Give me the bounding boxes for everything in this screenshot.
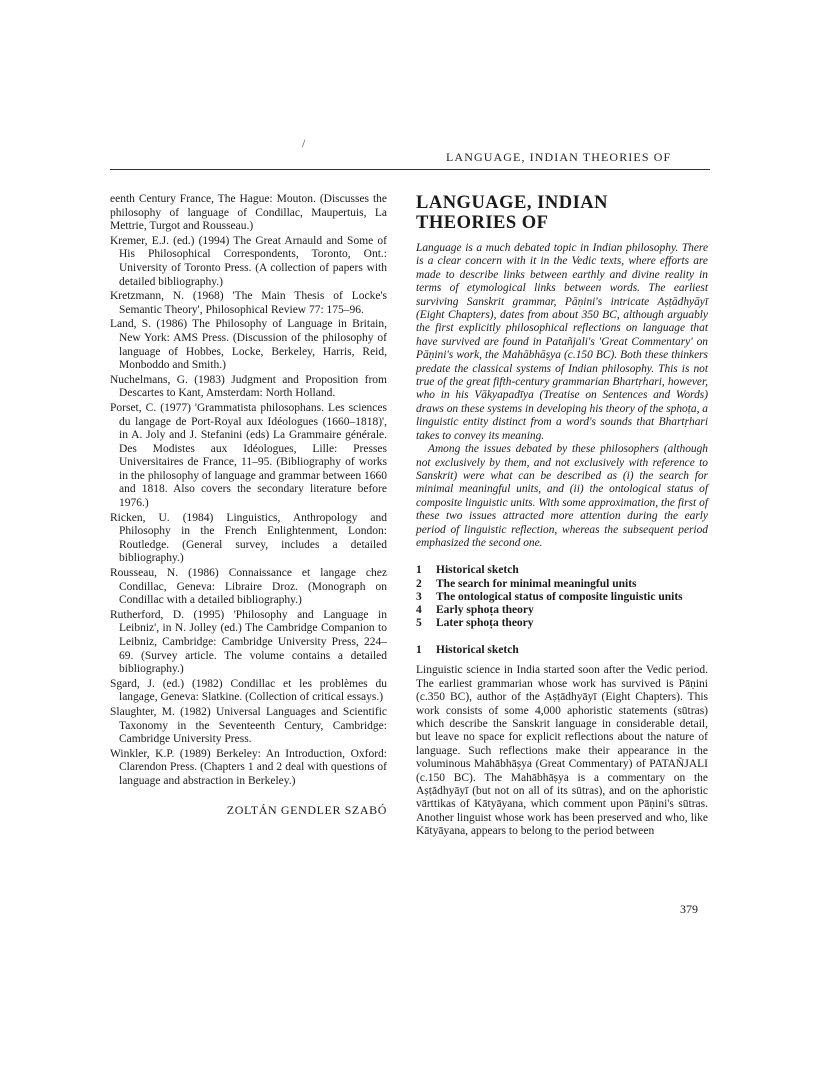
scan-mark: / (302, 136, 306, 150)
toc-item (416, 591, 708, 604)
toc-label: Later sphoṭa theory (436, 617, 534, 630)
toc-number: 5 (416, 617, 422, 630)
reference-entry: Winkler, K.P. (1989) Berkeley: An Introduction, Oxford: Clarendon Press. (Chapters 1 and 2 deal with questions of language and abstraction in Berkeley.) (110, 747, 387, 787)
section-title: Historical sketch (436, 644, 519, 657)
toc-item (416, 578, 708, 591)
reference-entry: Land, S. (1986) The Philosophy of Language in Britain, New York: AMS Press. (Discussion of the philosophy of language of Hobbes, Locke, Berkeley, Harris, Reid, Monboddo and Smith.) (110, 318, 387, 372)
reference-entry: Sgard, J. (ed.) (1982) Condillac et les problèmes du langage, Geneva: Slatkine. (Collection of critical essays.) (110, 677, 387, 704)
header-rule (110, 169, 710, 170)
abstract (416, 242, 708, 550)
toc-item (416, 604, 708, 617)
references-column (110, 193, 387, 818)
author-signature: ZOLTÁN GENDLER SZABÓ (226, 802, 387, 817)
toc-label: The ontological status of composite linguistic units (436, 590, 683, 603)
reference-entry: Ricken, U. (1984) Linguistics, Anthropology and Philosophy in the French Enlightenment, London: Routledge. (General survey, includes a detailed bibliography.) (110, 511, 387, 565)
reference-entry: Nuchelmans, G. (1983) Judgment and Proposition from Descartes to Kant, Amsterdam: North Holland. (110, 373, 387, 400)
abstract-paragraph: Among the issues debated by these philosophers (although not exclusively by them, and not exclusively with reference to Sanskrit) were what can be described as (i) the search for minimal meaningful units, and (ii) the ontological status of composite linguistic units. With some approximation, the first of these two issues attracted more attention during the early period of linguistic reflection, whereas the subsequent period emphasized the second one. (416, 443, 708, 549)
toc-label: The search for minimal meaningful units (436, 577, 637, 590)
toc-item (416, 617, 708, 630)
toc-number: 3 (416, 590, 422, 603)
entry-title-line2: THEORIES OF (416, 213, 549, 233)
entry-column (416, 193, 708, 839)
section-heading (416, 644, 708, 656)
reference-entry: Slaughter, M. (1982) Universal Languages and Scientific Taxonomy in the Seventeenth Century, Cambridge: Cambridge University Press. (110, 705, 387, 746)
reference-entry: Kremer, E.J. (ed.) (1994) The Great Arnauld and Some of His Philosophical Correspondents, Toronto, Ont.: University of Toronto Press. (A collection of papers with detailed bibliography.) (110, 234, 387, 288)
toc-number: 1 (416, 564, 422, 577)
section-body: Linguistic science in India started soon after the Vedic period. The earliest grammarian whose work has survived is Pāṇini (c.350 BC), author of the Aṣṭādhyāyī (Eight Chapters). This work consists of some 4,000 aphoristic statements (sūtras) which describe the Sanskrit language in considerable detail, but leave no space for explicit reflections about the nature of language. Such reflections make their appearance in the voluminous Mahābhāṣya (Great Commentary) of PATAÑJALI (c.150 BC). The Mahābhāṣya is a commentary on the Aṣṭādhyāyī (but not on all of its sūtras), and on the aphoristic vārttikas of Kātyāyana, which comment upon Pāṇini's sūtras. Another linguist whose work has been preserved and who, like Kātyāyana, appears to belong to the period between (416, 664, 708, 838)
running-head: LANGUAGE, INDIAN THEORIES OF (446, 150, 672, 164)
reference-entry: eenth Century France, The Hague: Mouton. (Discusses the philosophy of language of Condillac, Maupertuis, La Mettrie, Turgot and Rousseau.) (110, 193, 387, 233)
reference-entry: Porset, C. (1977) 'Grammatista philosophans. Les sciences du langage de Port-Royal aux Idéologues (1660–1818)', in A. Joly and J. Stefanini (eds) La Grammaire générale. Des Modistes aux Idéologues, Lille: Presses Universitaires de France, 11–95. (Bibliography of works in the philosophy of language and grammar between 1660 and 1818. Also covers the secondary literature before 1976.) (110, 401, 387, 510)
reference-entry: Rousseau, N. (1986) Connaissance et langage chez Condillac, Geneva: Libraire Droz. (Monograph on Condillac with a detailed bibliography.) (110, 567, 387, 607)
entry-title (416, 193, 708, 233)
toc-number: 4 (416, 603, 422, 616)
section-number: 1 (416, 644, 422, 657)
entry-title-line1: LANGUAGE, INDIAN (416, 193, 608, 213)
reference-entry: Rutherford, D. (1995) 'Philosophy and Language in Leibniz', in N. Jolley (ed.) The Cambridge Companion to Leibniz, Cambridge: Cambridge University Press, 224–69. (Survey article. The volume contains a detailed bibliography.) (110, 608, 387, 676)
toc-label: Historical sketch (436, 564, 519, 577)
toc-item (416, 564, 708, 577)
toc-label: Early sphoṭa theory (436, 603, 534, 616)
page-number: 379 (680, 902, 698, 916)
toc-number: 2 (416, 577, 422, 590)
table-of-contents (416, 564, 708, 630)
abstract-paragraph: Language is a much debated topic in Indian philosophy. There is a clear concern with it in the Vedic texts, where efforts are made to describe links between earthly and divine reality in terms of etymological links between words. The earliest surviving Sanskrit grammar, Pāṇini's intricate Aṣṭādhyāyī (Eight Chapters), dates from about 350 BC, although arguably the first explicitly philosophical reflections on language that have survived are found in Patañjali's 'Great Commentary' on Pāṇini's work, the Mahābhāṣya (c.150 BC). Both these thinkers predate the classical systems of Indian philosophy. This is not true of the great fifth-century grammarian Bhartṛhari, however, who in his Vākyapadīya (Treatise on Sentences and Words) draws on these systems in developing his theory of the sphoṭa, a linguistic entity distinct from a word's sounds that Bhartṛhari takes to convey its meaning. (416, 242, 708, 442)
reference-entry: Kretzmann, N. (1968) 'The Main Thesis of Locke's Semantic Theory', Philosophical Review 77: 175–96. (110, 290, 387, 316)
